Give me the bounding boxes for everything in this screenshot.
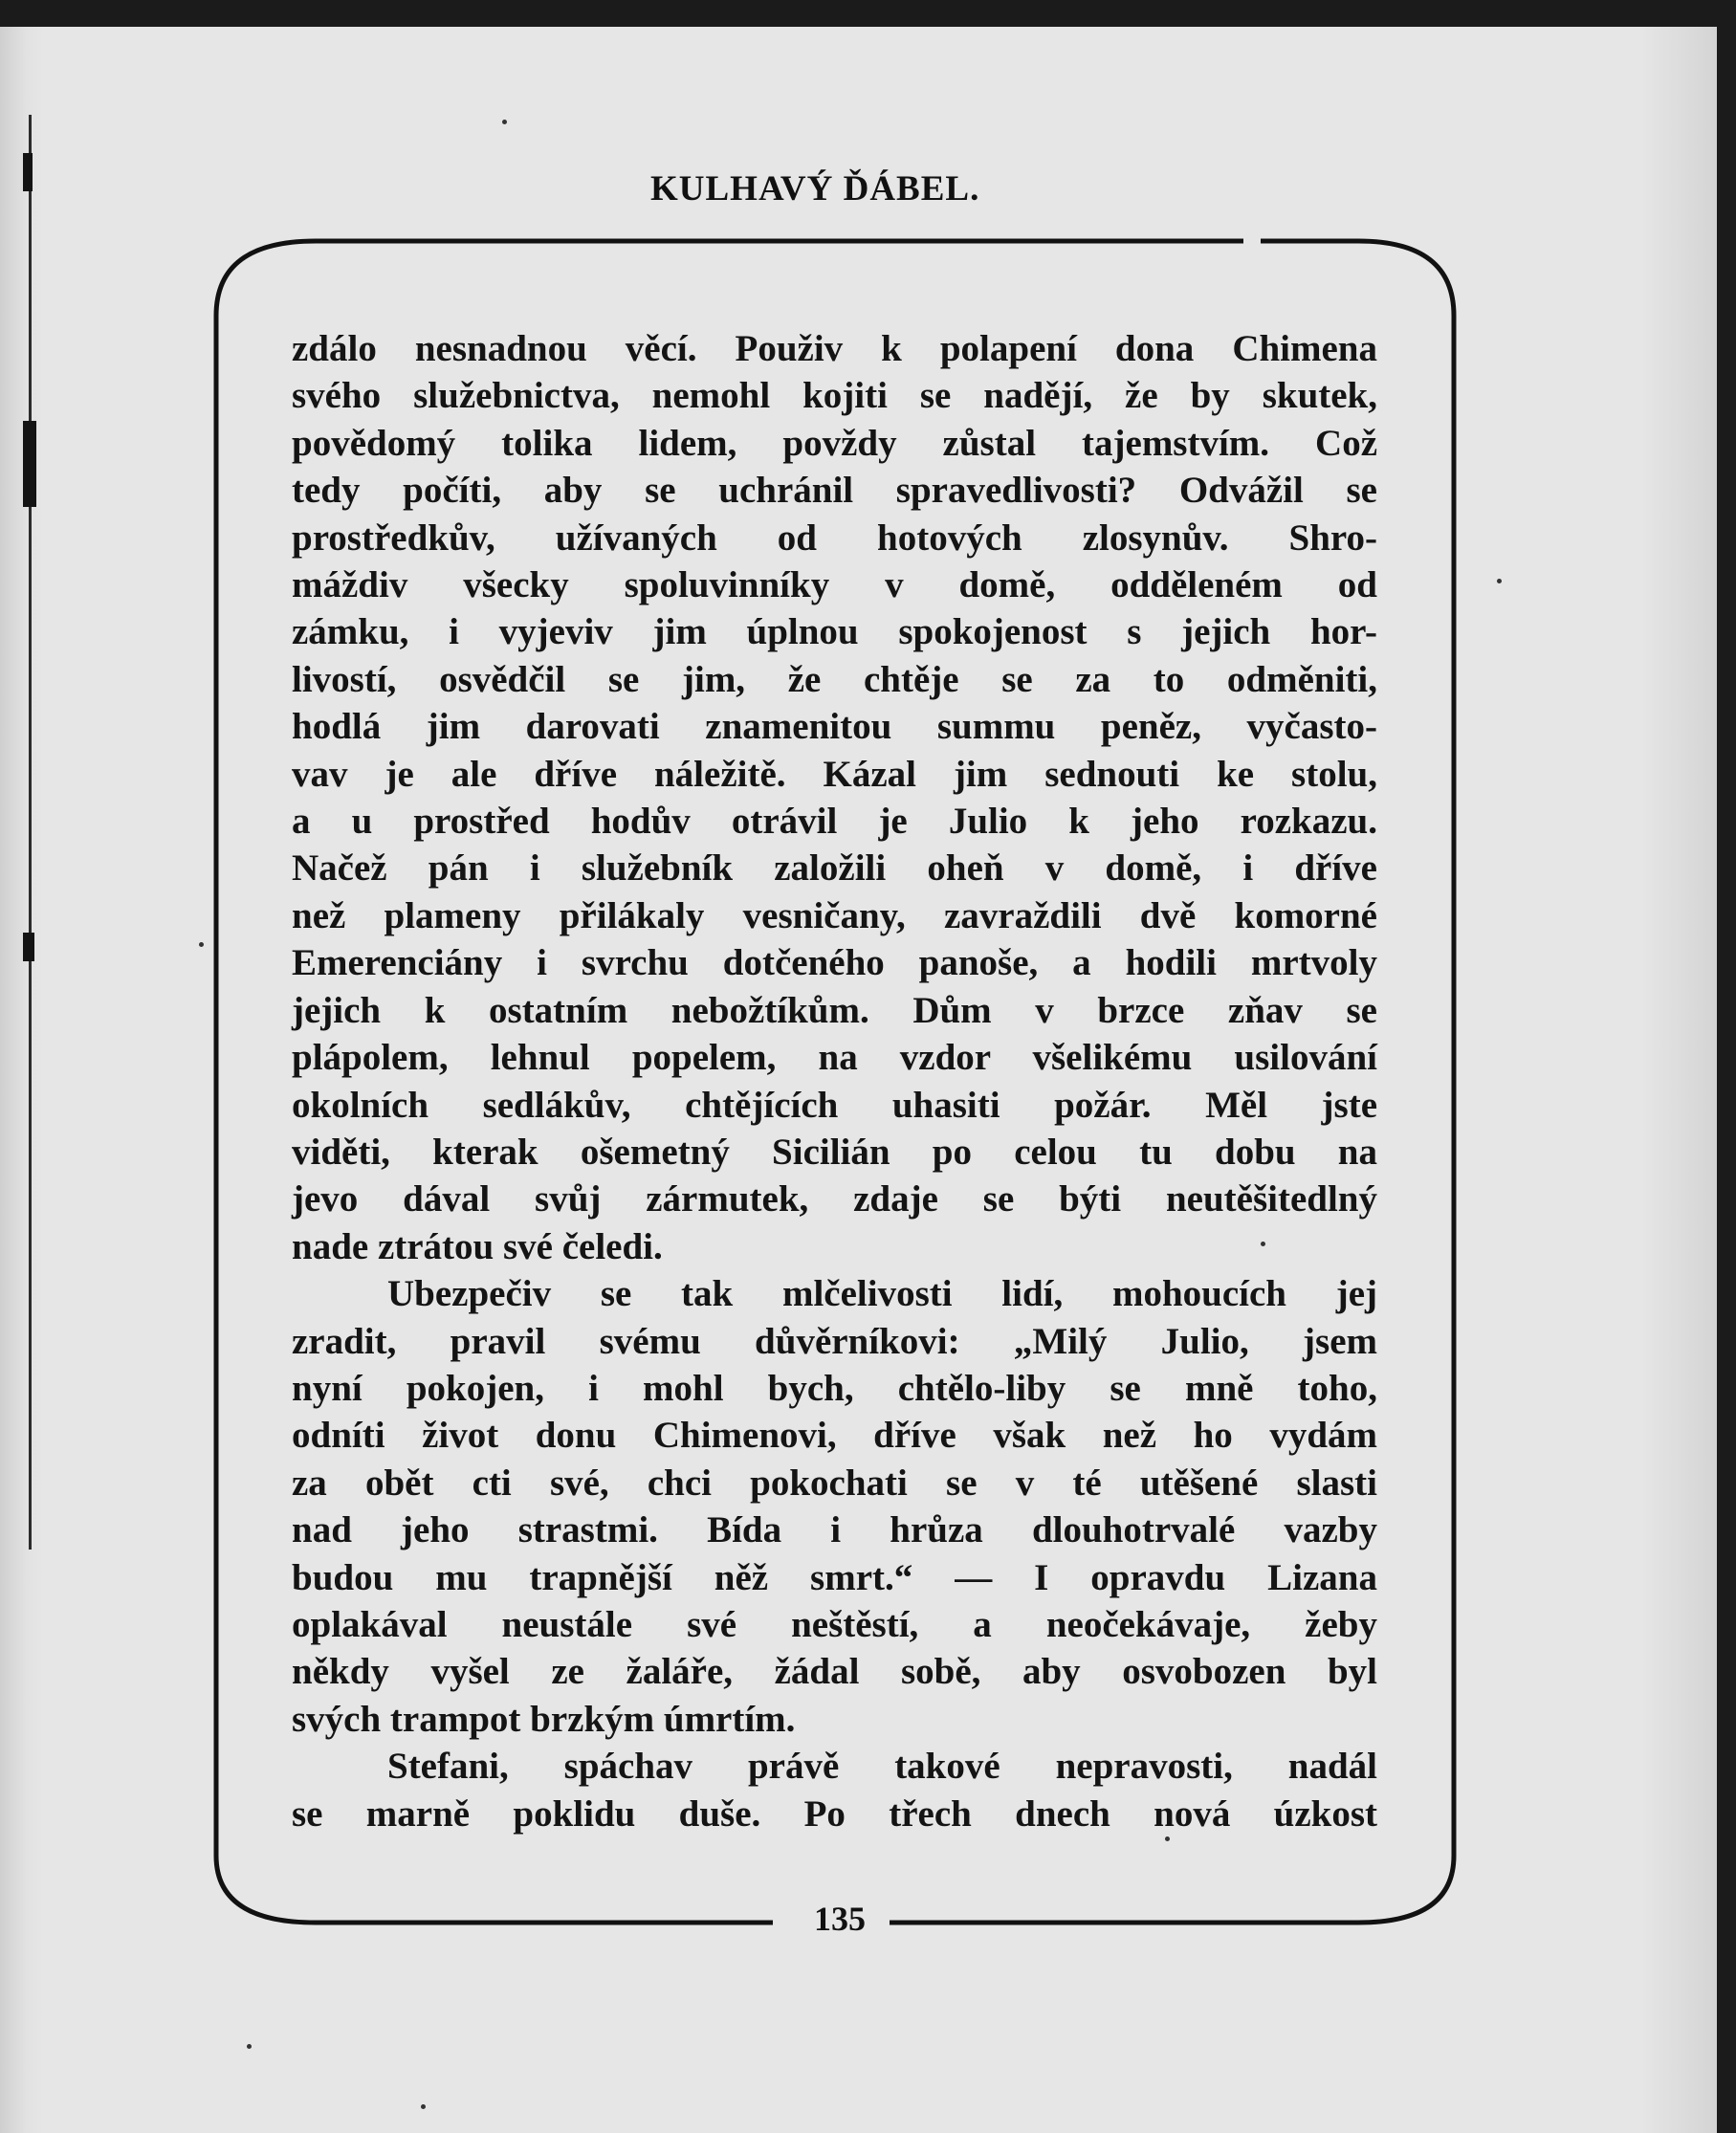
text-line: se marně poklidu duše. Po třech dnech nová úzkost xyxy=(292,1792,1377,1835)
text-line: vav je ale dříve náležitě. Kázal jim sednouti ke stolu, xyxy=(292,753,1377,795)
text-line: Emerenciány i svrchu dotčeného panoše, a hodili mrtvoly xyxy=(292,942,1377,984)
text-line: svých trampot brzkým úmrtím. xyxy=(292,1698,796,1740)
text-line: viděti, kterak ošemetný Sicilián po celou tu dobu na xyxy=(292,1131,1377,1173)
text-line: oplakával neustále své neštěstí, a neočekávaje, žeby xyxy=(292,1603,1377,1645)
text-line: hodlá jim darovati znamenitou summu peněz, vyčasto- xyxy=(292,706,1377,748)
running-head: KULHAVÝ ĎÁBEL. xyxy=(650,169,980,209)
paper-speck xyxy=(502,120,507,124)
text-line: zdálo nesnadnou věcí. Použiv k polapení dona Chimena xyxy=(292,328,1377,369)
body-text xyxy=(292,325,1377,1837)
paper-speck xyxy=(1165,1836,1170,1841)
text-line: Ubezpečiv se tak mlčelivosti lidí, mohoucích jej xyxy=(387,1273,1377,1315)
text-line: máždiv všecky spoluvinníky v domě, odděleném od xyxy=(292,564,1377,606)
text-line: zradit, pravil svému důvěrníkovi: „Milý Julio, jsem xyxy=(292,1320,1377,1362)
text-line: než plameny přilákaly vesničany, zavraždili dvě komorné xyxy=(292,894,1377,936)
text-line: odníti život donu Chimenovi, dříve však než ho vydám xyxy=(292,1415,1377,1457)
paper-speck xyxy=(421,2104,426,2109)
page-number: 135 xyxy=(814,1900,866,1938)
text-line: nad jeho strastmi. Bída i hrůza dlouhotrvalé vazby xyxy=(292,1509,1377,1551)
text-line: jevo dával svůj zármutek, zdaje se býti neutěšitedlný xyxy=(292,1178,1377,1220)
text-line: jejich k ostatním nebožtíkům. Dům v brzce zňav se xyxy=(292,989,1377,1031)
paper-speck xyxy=(1497,579,1502,583)
text-line: plápolem, lehnul popelem, na vzdor všelikému usilování xyxy=(292,1037,1377,1079)
paper-speck xyxy=(1261,1242,1265,1246)
text-line: nyní pokojen, i mohl bych, chtělo-liby se mně toho, xyxy=(292,1367,1377,1409)
text-line: okolních sedlákův, chtějících uhasiti požár. Měl jste xyxy=(292,1084,1377,1126)
paper-speck xyxy=(247,2044,252,2049)
text-line: nade ztrátou své čeledi. xyxy=(292,1225,663,1267)
text-line: někdy vyšel ze žaláře, žádal sobě, aby osvobozen byl xyxy=(292,1651,1377,1693)
text-line: Načež pán i služebník založili oheň v domě, i dříve xyxy=(292,847,1377,890)
paper-speck xyxy=(199,942,204,947)
text-line: Stefani, spáchav právě takové nepravosti, nadál xyxy=(387,1746,1377,1788)
text-line: za obět cti své, chci pokochati se v té utěšené slasti xyxy=(292,1462,1377,1504)
text-line: zámku, i vyjeviv jim úplnou spokojenost s jejich hor- xyxy=(292,611,1377,653)
text-line: tedy počíti, aby se uchránil spravedlivosti? Odvážil se xyxy=(292,470,1377,512)
text-line: a u prostřed hodův otrávil je Julio k jeho rozkazu. xyxy=(292,801,1377,843)
text-line: prostředkův, užívaných od hotových zlosynův. Shro- xyxy=(292,517,1377,559)
text-line: svého služebnictva, nemohl kojiti se nadějí, že by skutek, xyxy=(292,375,1377,417)
text-line: livostí, osvědčil se jim, že chtěje se za to odměniti, xyxy=(292,658,1377,700)
text-line: povědomý tolika lidem, povždy zůstal tajemstvím. Což xyxy=(292,422,1377,464)
text-line: budou mu trapnější něž smrt.“ — I opravdu Lizana xyxy=(292,1556,1377,1598)
